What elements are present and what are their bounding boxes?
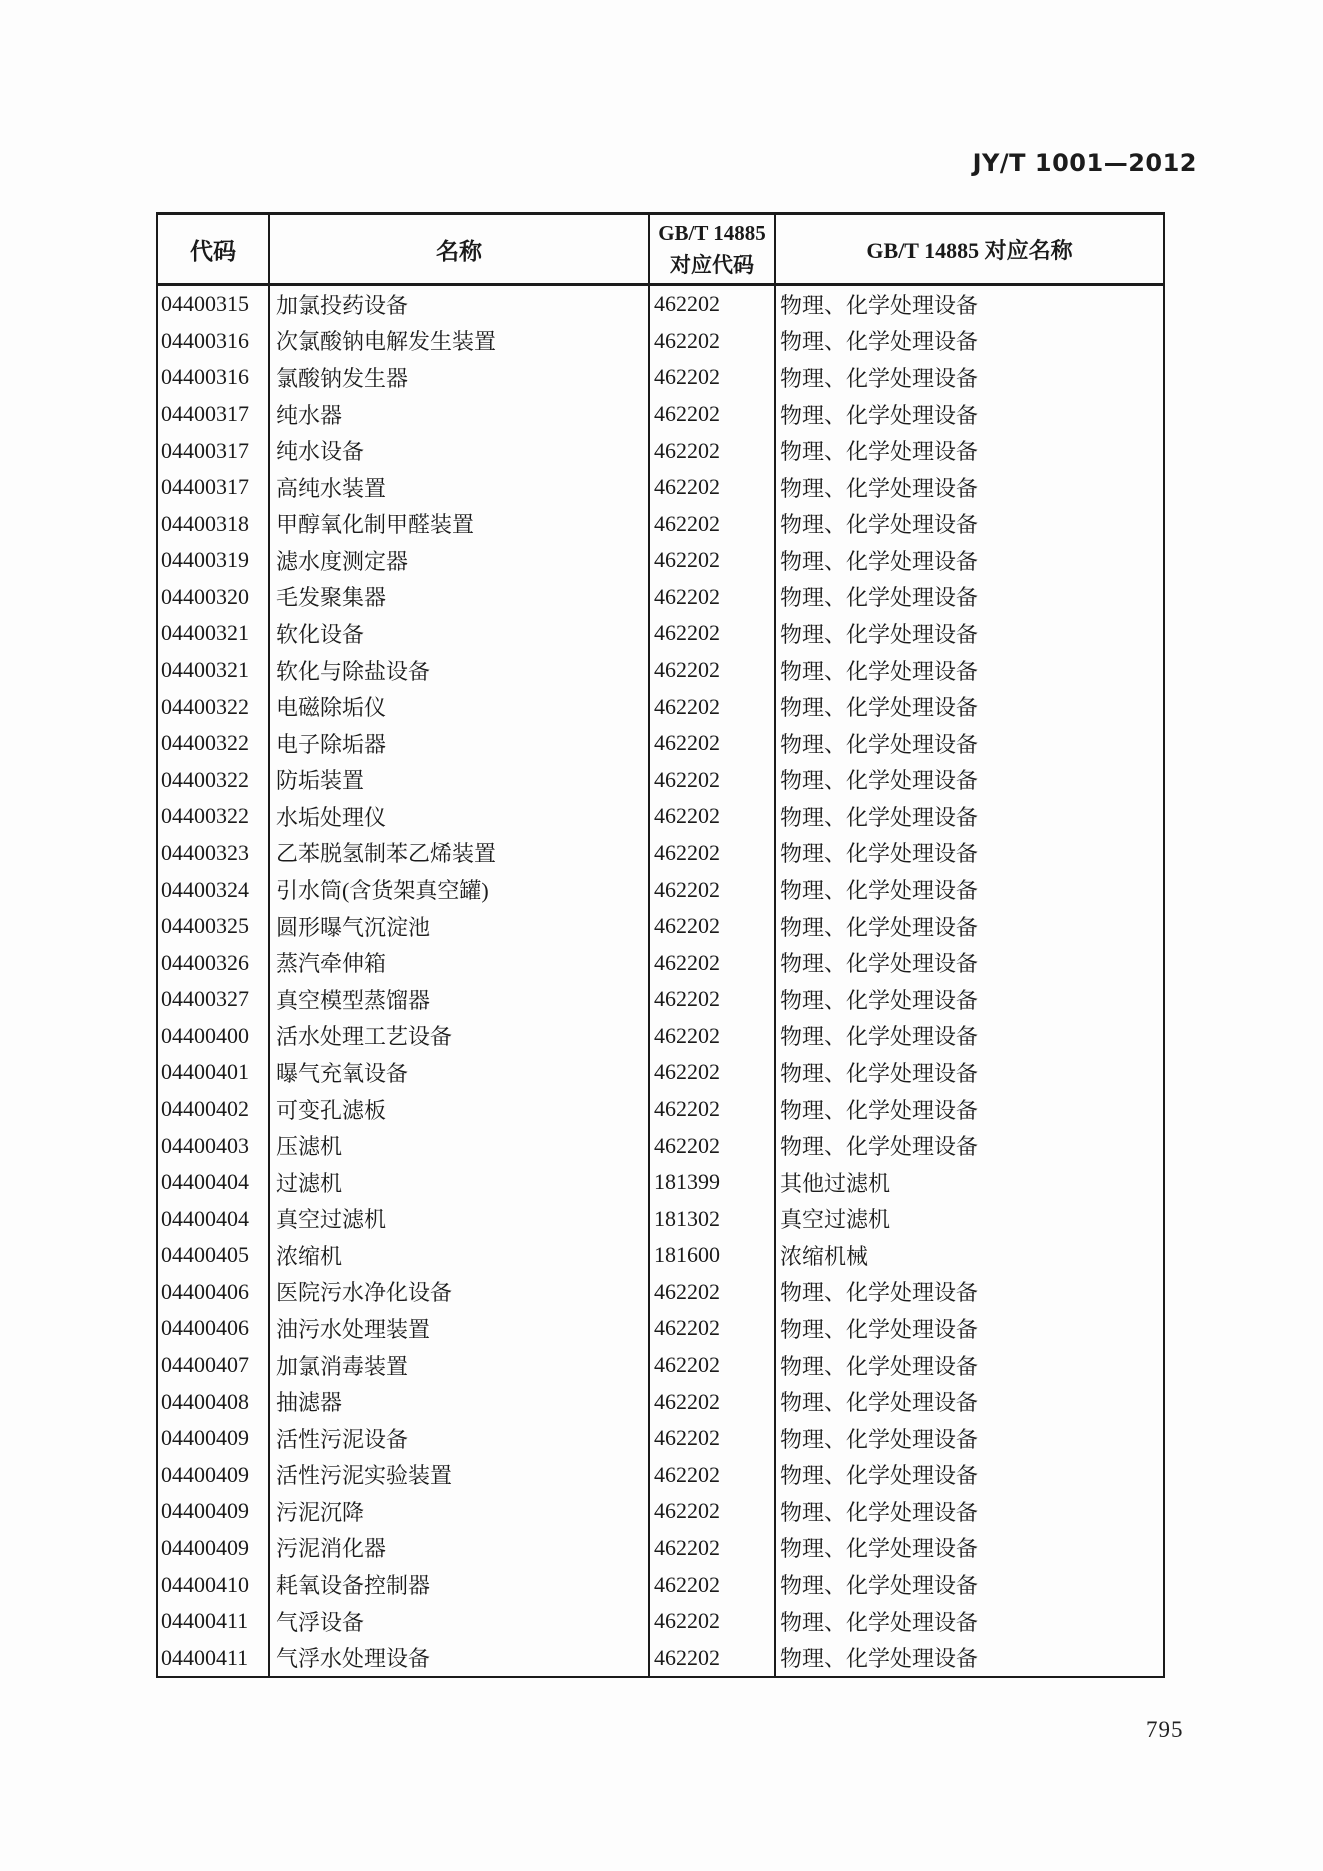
column-header-gb-name: GB/T 14885 对应名称 (774, 215, 1163, 283)
table-row (158, 615, 1163, 652)
cell-code: 04400322 (161, 803, 249, 829)
table-row (158, 359, 1163, 396)
table-row (158, 944, 1163, 981)
cell-name: 氯酸钠发生器 (268, 359, 648, 396)
table-row (158, 725, 1163, 762)
cell-gb-name: 物理、化学处理设备 (774, 1603, 1163, 1640)
cell-gb-code: 462202 (648, 1530, 774, 1567)
cell-code: 04400409 (161, 1425, 249, 1451)
cell-gb-name: 物理、化学处理设备 (774, 359, 1163, 396)
cell-code: 04400323 (161, 839, 249, 865)
cell-code: 04400407 (161, 1352, 249, 1378)
cell-name: 软化与除盐设备 (268, 652, 648, 689)
cell-gb-code: 462202 (648, 762, 774, 799)
cell-name: 加氯投药设备 (268, 286, 648, 323)
cell-gb-code: 462202 (648, 908, 774, 945)
table-row (158, 908, 1163, 945)
table-row (158, 1237, 1163, 1274)
cell-name: 气浮水处理设备 (268, 1639, 648, 1676)
cell-gb-code: 462202 (648, 1091, 774, 1128)
cell-gb-code: 462202 (648, 1603, 774, 1640)
cell-gb-code: 462202 (648, 1566, 774, 1603)
cell-gb-code: 462202 (648, 1639, 774, 1676)
cell-gb-code: 462202 (648, 1054, 774, 1091)
cell-name: 气浮设备 (268, 1603, 648, 1640)
cell-gb-name: 物理、化学处理设备 (774, 1383, 1163, 1420)
cell-name: 耗氧设备控制器 (268, 1566, 648, 1603)
table-row (158, 1530, 1163, 1567)
cell-gb-name: 物理、化学处理设备 (774, 652, 1163, 689)
cell-gb-code: 462202 (648, 505, 774, 542)
cell-name: 纯水器 (268, 396, 648, 433)
cell-gb-name: 物理、化学处理设备 (774, 579, 1163, 616)
table-row (158, 286, 1163, 323)
cell-gb-name: 物理、化学处理设备 (774, 1493, 1163, 1530)
cell-gb-name: 物理、化学处理设备 (774, 542, 1163, 579)
cell-gb-code: 462202 (648, 396, 774, 433)
column-header-gb-code-line1: GB/T 14885 (658, 221, 766, 245)
cell-code: 04400326 (161, 949, 249, 975)
cell-name: 防垢装置 (268, 762, 648, 799)
table-row (158, 396, 1163, 433)
cell-code: 04400408 (161, 1388, 249, 1414)
cell-name: 真空过滤机 (268, 1200, 648, 1237)
cell-gb-code: 462202 (648, 615, 774, 652)
cell-gb-name: 其他过滤机 (774, 1164, 1163, 1201)
cell-name: 过滤机 (268, 1164, 648, 1201)
cell-code: 04400316 (161, 364, 249, 390)
table-row (158, 1420, 1163, 1457)
cell-name: 活性污泥实验装置 (268, 1457, 648, 1494)
table-row (158, 1164, 1163, 1201)
cell-gb-name: 物理、化学处理设备 (774, 1127, 1163, 1164)
cell-name: 甲醇氧化制甲醛装置 (268, 505, 648, 542)
table-row (158, 1347, 1163, 1384)
cell-gb-name: 物理、化学处理设备 (774, 1457, 1163, 1494)
cell-name: 引水筒(含货架真空罐) (268, 871, 648, 908)
cell-name: 活性污泥设备 (268, 1420, 648, 1457)
cell-gb-code: 462202 (648, 432, 774, 469)
cell-name: 活水处理工艺设备 (268, 1018, 648, 1055)
cell-name: 污泥消化器 (268, 1530, 648, 1567)
cell-name: 高纯水装置 (268, 469, 648, 506)
cell-gb-name: 物理、化学处理设备 (774, 725, 1163, 762)
cell-name: 纯水设备 (268, 432, 648, 469)
cell-gb-code: 462202 (648, 1274, 774, 1311)
cell-name: 污泥沉降 (268, 1493, 648, 1530)
cell-gb-name: 物理、化学处理设备 (774, 1530, 1163, 1567)
table-row (158, 1603, 1163, 1640)
cell-gb-name: 物理、化学处理设备 (774, 944, 1163, 981)
table-row (158, 1054, 1163, 1091)
cell-code: 04400409 (161, 1498, 249, 1524)
cell-name: 电磁除垢仪 (268, 688, 648, 725)
table-body (158, 286, 1163, 1676)
cell-gb-name: 物理、化学处理设备 (774, 1054, 1163, 1091)
table-row (158, 871, 1163, 908)
cell-code: 04400324 (161, 876, 249, 902)
table-row (158, 1310, 1163, 1347)
table-row (158, 1274, 1163, 1311)
cell-code: 04400400 (161, 1022, 249, 1048)
cell-gb-name: 物理、化学处理设备 (774, 871, 1163, 908)
cell-gb-code: 462202 (648, 1457, 774, 1494)
table-row (158, 1639, 1163, 1676)
cell-code: 04400322 (161, 693, 249, 719)
cell-name: 蒸汽牵伸箱 (268, 944, 648, 981)
cell-gb-code: 462202 (648, 579, 774, 616)
cell-code: 04400402 (161, 1096, 249, 1121)
cell-gb-name: 物理、化学处理设备 (774, 432, 1163, 469)
table-row (158, 688, 1163, 725)
cell-gb-name: 物理、化学处理设备 (774, 835, 1163, 872)
cell-gb-code: 462202 (648, 323, 774, 360)
cell-gb-name: 物理、化学处理设备 (774, 1420, 1163, 1457)
cell-gb-code: 462202 (648, 359, 774, 396)
cell-gb-code: 462202 (648, 725, 774, 762)
cell-code: 04400401 (161, 1059, 249, 1085)
cell-gb-code: 462202 (648, 798, 774, 835)
table-row (158, 762, 1163, 799)
cell-code: 04400411 (161, 1644, 249, 1670)
cell-gb-name: 物理、化学处理设备 (774, 396, 1163, 433)
cell-code: 04400317 (161, 437, 249, 463)
page-number: 795 (1146, 1717, 1184, 1742)
cell-name: 滤水度测定器 (268, 542, 648, 579)
cell-code: 04400320 (161, 583, 249, 609)
cell-gb-code: 181600 (648, 1237, 774, 1274)
cell-gb-name: 真空过滤机 (774, 1200, 1163, 1237)
cell-code: 04400404 (161, 1169, 249, 1195)
cell-code: 04400404 (161, 1205, 249, 1231)
cell-gb-name: 物理、化学处理设备 (774, 505, 1163, 542)
cell-gb-code: 181302 (648, 1200, 774, 1237)
cell-gb-code: 462202 (648, 1310, 774, 1347)
table-row (158, 1566, 1163, 1603)
cell-name: 乙苯脱氢制苯乙烯装置 (268, 835, 648, 872)
cell-name: 曝气充氧设备 (268, 1054, 648, 1091)
cell-gb-name: 物理、化学处理设备 (774, 1347, 1163, 1384)
column-header-name: 名称 (268, 215, 648, 283)
cell-code: 04400409 (161, 1534, 249, 1560)
cell-gb-code: 462202 (648, 1127, 774, 1164)
cell-name: 圆形曝气沉淀池 (268, 908, 648, 945)
cell-gb-code: 181399 (648, 1164, 774, 1201)
cell-name: 次氯酸钠电解发生装置 (268, 323, 648, 360)
cell-code: 04400322 (161, 730, 249, 756)
table-row (158, 432, 1163, 469)
column-header-code: 代码 (190, 238, 236, 264)
cell-code: 04400321 (161, 657, 249, 683)
cell-code: 04400321 (161, 620, 249, 646)
cell-code: 04400315 (161, 291, 249, 317)
cell-name: 抽滤器 (268, 1383, 648, 1420)
table-row (158, 469, 1163, 506)
cell-gb-code: 462202 (648, 688, 774, 725)
standard-number: JY/T 1001—2012 (972, 149, 1197, 177)
table-row (158, 579, 1163, 616)
cell-name: 油污水处理装置 (268, 1310, 648, 1347)
cell-gb-name: 物理、化学处理设备 (774, 286, 1163, 323)
cell-gb-name: 物理、化学处理设备 (774, 1566, 1163, 1603)
cell-gb-code: 462202 (648, 835, 774, 872)
table-row (158, 981, 1163, 1018)
cell-gb-code: 462202 (648, 1347, 774, 1384)
cell-code: 04400409 (161, 1461, 249, 1487)
cell-gb-code: 462202 (648, 469, 774, 506)
cell-gb-name: 物理、化学处理设备 (774, 762, 1163, 799)
column-header-gb-code (648, 215, 774, 283)
table-row (158, 323, 1163, 360)
table-row (158, 1091, 1163, 1128)
cell-gb-code: 462202 (648, 652, 774, 689)
cell-code: 04400317 (161, 401, 249, 427)
cell-name: 软化设备 (268, 615, 648, 652)
cell-code: 04400318 (161, 510, 249, 536)
cell-name: 电子除垢器 (268, 725, 648, 762)
table-row (158, 835, 1163, 872)
cell-name: 毛发聚集器 (268, 579, 648, 616)
table-row (158, 542, 1163, 579)
table-row (158, 652, 1163, 689)
cell-gb-name: 物理、化学处理设备 (774, 798, 1163, 835)
cell-code: 04400319 (161, 547, 249, 573)
cell-name: 浓缩机 (268, 1237, 648, 1274)
cell-code: 04400322 (161, 766, 249, 792)
cell-name: 医院污水净化设备 (268, 1274, 648, 1311)
cell-gb-name: 物理、化学处理设备 (774, 1091, 1163, 1128)
cell-gb-code: 462202 (648, 871, 774, 908)
cell-code: 04400317 (161, 474, 249, 500)
cell-gb-code: 462202 (648, 286, 774, 323)
cell-gb-name: 物理、化学处理设备 (774, 323, 1163, 360)
table-row (158, 1127, 1163, 1164)
cell-gb-code: 462202 (648, 1493, 774, 1530)
cell-code: 04400406 (161, 1278, 249, 1304)
cell-gb-name: 物理、化学处理设备 (774, 469, 1163, 506)
equipment-code-table (156, 212, 1165, 1678)
table-row (158, 1018, 1163, 1055)
cell-code: 04400316 (161, 327, 249, 353)
cell-code: 04400406 (161, 1315, 249, 1341)
column-header-gb-code-line2: 对应代码 (670, 253, 754, 277)
table-row (158, 1493, 1163, 1530)
cell-gb-name: 物理、化学处理设备 (774, 1310, 1163, 1347)
cell-name: 真空模型蒸馏器 (268, 981, 648, 1018)
table-row (158, 798, 1163, 835)
cell-gb-name: 物理、化学处理设备 (774, 688, 1163, 725)
cell-name: 加氯消毒装置 (268, 1347, 648, 1384)
cell-name: 水垢处理仪 (268, 798, 648, 835)
cell-gb-code: 462202 (648, 542, 774, 579)
cell-code: 04400405 (161, 1242, 249, 1268)
cell-code: 04400410 (161, 1571, 249, 1597)
cell-code: 04400411 (161, 1608, 249, 1634)
table-header-row (158, 215, 1163, 286)
cell-gb-name: 物理、化学处理设备 (774, 1639, 1163, 1676)
cell-code: 04400327 (161, 986, 249, 1012)
cell-gb-name: 浓缩机械 (774, 1237, 1163, 1274)
table-row (158, 505, 1163, 542)
cell-gb-name: 物理、化学处理设备 (774, 1018, 1163, 1055)
cell-name: 可变孔滤板 (268, 1091, 648, 1128)
cell-gb-name: 物理、化学处理设备 (774, 981, 1163, 1018)
cell-code: 04400325 (161, 913, 249, 939)
cell-gb-code: 462202 (648, 1383, 774, 1420)
table-row (158, 1383, 1163, 1420)
cell-gb-code: 462202 (648, 944, 774, 981)
cell-gb-code: 462202 (648, 1018, 774, 1055)
table-row (158, 1200, 1163, 1237)
cell-gb-code: 462202 (648, 981, 774, 1018)
cell-gb-code: 462202 (648, 1420, 774, 1457)
cell-name: 压滤机 (268, 1127, 648, 1164)
cell-gb-name: 物理、化学处理设备 (774, 1274, 1163, 1311)
cell-gb-name: 物理、化学处理设备 (774, 908, 1163, 945)
table-row (158, 1457, 1163, 1494)
cell-gb-name: 物理、化学处理设备 (774, 615, 1163, 652)
cell-code: 04400403 (161, 1132, 249, 1158)
